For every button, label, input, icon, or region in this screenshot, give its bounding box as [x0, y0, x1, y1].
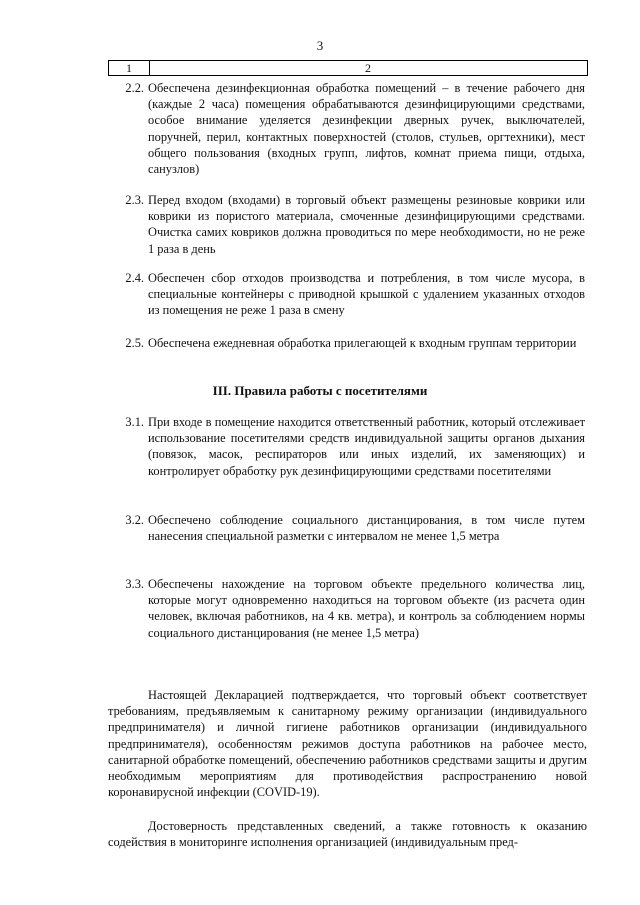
section-heading: III. Правила работы с посетителями [212, 383, 428, 398]
declaration-paragraph: Настоящей Декларацией подтверждается, что торговый объект соответствует требованиям, предъявляемым к санитарному режиму организации (индивидуального предпринимателя) и личной гигиене работников организации (индивидуального предпринимателя), особенностям режимов доступа работников на рабочее место, санитарной обработке помещений, обеспечению работников средствами защиты и другим необходимым мероприятиям для противодействия распространению новой коронавирусной инфекции (COVID-19). [108, 688, 587, 800]
item-number: 2.5. [125, 336, 144, 350]
table-header-col1: 1 [109, 61, 150, 75]
item-number: 2.3. [125, 193, 144, 207]
item-text: При входе в помещение находится ответственный работник, который отслеживает использование посетителями средств индивидуальной защиты органов дыхания (повязок, масок, респираторов или иных изделий, их заменяющих) и контролирует обработку рук дезинфицирующими средствами посетителями [148, 415, 585, 478]
item-text: Обеспечена ежедневная обработка прилегающей к входным группам территории [148, 336, 577, 350]
item-number: 2.4. [125, 271, 144, 285]
item-text: Обеспечена дезинфекционная обработка помещений – в течение рабочего дня (каждые 2 часа) помещения обрабатываются дезинфицирующими средствами, особое внимание уделяется дезинфекции дверных ручек, выключателей, поручней, перил, контактных поверхностей (столов, стульев, оргтехники), мест общего пользования (входных групп, лифтов, комнат приема пищи, отдыха, санузлов) [148, 81, 585, 177]
item-text: Обеспечены нахождение на торговом объекте предельного количества лиц, которые могут одновременно находиться на торговом объекте (из расчета один человек, включая работников, на 4 кв. метра), и контроль за соблюдением нормы социального дистанцирования (не менее 1,5 метра) [148, 577, 585, 640]
item-text: Перед входом (входами) в торговый объект размещены резиновые коврики или коврики из пористого материала, смоченные дезинфицирующими средствами. Очистка самих ковриков должна проводиться по мере необходимости, но не реже 1 раза в день [148, 193, 585, 256]
table-header [108, 60, 588, 76]
item-text: Обеспечено соблюдение социального дистанцирования, в том числе путем нанесения специальной разметки с интервалом не менее 1,5 метра [148, 513, 585, 544]
reliability-paragraph: Достоверность представленных сведений, а также готовность к оказанию содействия в мониторинге исполнения организацией (индивидуальным пред- [108, 819, 587, 850]
item-text: Обеспечен сбор отходов производства и потребления, в том числе мусора, в специальные контейнеры с приводной крышкой с удалением указанных отходов из помещения не реже 1 раза в смену [148, 271, 585, 318]
item-number: 3.1. [125, 415, 144, 429]
item-number: 2.2. [125, 81, 144, 95]
item-number: 3.2. [125, 513, 144, 527]
item-number: 3.3. [125, 577, 144, 591]
table-header-col2: 2 [365, 61, 371, 75]
page-number: 3 [316, 38, 324, 53]
